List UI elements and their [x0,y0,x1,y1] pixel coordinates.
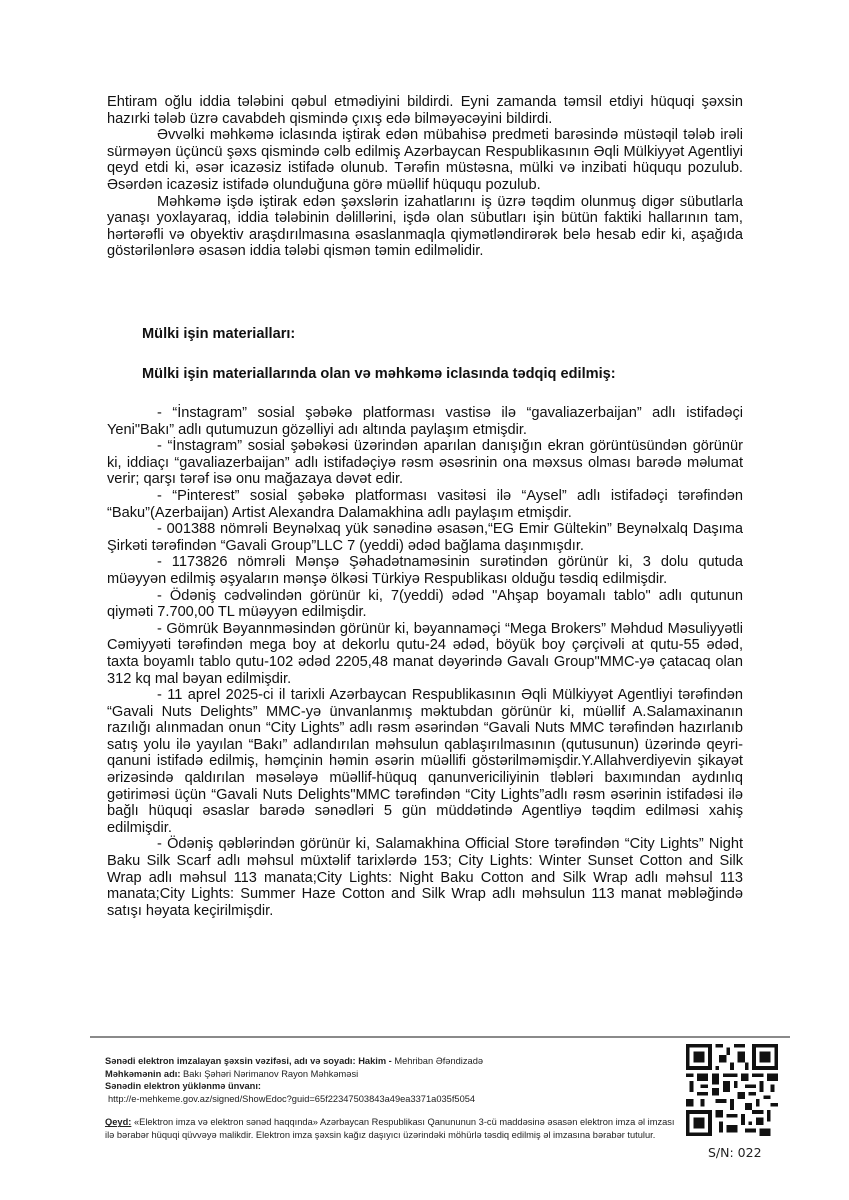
footer-divider [90,1036,790,1038]
signer-name: Mehriban Əfəndizadə [394,1056,484,1066]
legal-note [105,1116,685,1141]
signer-line [105,1055,685,1068]
court-line [105,1068,685,1081]
paragraph: Məhkəmə işdə iştirak edən şəxslərin izahatlarını iş üzrə təqdim olunmuş digər sübutlarla yanaşı yoxlayaraq, iddia tələbinin dəlillərini, işdə olan sübutları işin bütün faktiki hallarının tam, hərtərəfli və obyektiv araşdırılmasına əsaslanmaqla qiymətləndirərək belə hesab edir ki, aşağıda göstərilənlərə əsasən iddia tələbi qismən təmin edilməlidir. [107,193,743,260]
evidence-item: - Ödəniş qəblərindən görünür ki, Salamakhina Official Store tərəfindən “City Lights” Night Baku Silk Scarf adlı məhsul müxtəlif tarixlərdə 153; City Lights: Winter Sunset Cotton and Silk Wrap adlı məhsul 113 manata;City Lights: Night Baku Cotton and Silk Wrap adlı məhsul 113 manata;City Lights: Summer Haze Cotton and Silk Wrap adlı məhsulun 113 manat məbləğində satışı həyata keçirilmişdir. [107,836,743,919]
url-label: Sənədin elektron yüklənmə ünvanı: [105,1081,262,1092]
court-label: Məhkəmənin adı: [105,1068,184,1079]
paragraph: Əvvəlki məhkəmə iclasında iştirak edən mübahisə predmeti barəsində müstəqil tələb irəli sürməyən üçüncü şəxs qismində cəlb edilmiş Azərbaycan Respublikasının Əqli Mülkiyyət Agentliyi qeyd etdi ki, əsər icazəsiz istifadə olunub. Tərəfin müstəsna, mülki və inzibati hüququ pozulub. Əsərdən icazəsiz istifadə olunduğuna görə müəllif hüququ pozulub. [107,127,743,193]
evidence-item: - “İnstagram” sosial şəbəkə platforması vastisə ilə “gavaliazerbaijan” adlı istifadəçi Yeni"Bakı” adlı qutumuzun gözəlliyi adı altında paylaşım etmişdir. [107,405,743,438]
evidence-item: - Gömrük Bəyannməsindən görünür ki, bəyannaməçi “Mega Brokers” Məhdud Məsuliyyətli Cəmiyyəti tərəfindən mega boy at dekorlu qutu-24 ədəd, böyük boy çərçivəli at qutu-55 ədəd, taxta boyamlı tablo qutu-102 ədəd 2205,48 manat dəyərində Gavalı Group"MMC-yə çatacaq olan 312 kq mal bəyan edilmişdir. [107,620,743,687]
e-signature-footer [105,1055,685,1142]
paragraph: Ehtiram oğlu iddia tələbini qəbul etmədiyini bildirdi. Eyni zamanda təmsil etdiyi hüquqi şəxsin hazırki tələb üzrə cavabdeh qismində çıxış edə bilməyəcəyini bildirdi. [107,94,743,127]
serial-number: S/N: 022 [708,1145,762,1160]
evidence-list [107,405,743,919]
note-label: Qeyd: [105,1117,132,1128]
evidence-item: - “İnstagram” sosial şəbəkəsi üzərindən aparılan danışığın ekran görüntüsündən görünür ki, iddiaçı “gavaliazerbaijan” adlı istifadəçiyə rəsm əsəsrinin ona məxsus olması barədə məlumat verir; qarşı tərəf isə onu mağazaya dəvət edir. [107,438,743,488]
court-name: Bakı Şəhəri Nərimanov Rayon Məhkəməsi [183,1068,359,1079]
evidence-item: - 1173826 nömrəli Mənşə Şəhadətnaməsinin surətindən görünür ki, 3 dolu qutuda müəyyən edilmiş əşyaların mənşə ölkəsi Türkiyə Respublikası olduğu təsdiq edilmişdir. [107,554,743,587]
evidence-item: - 11 aprel 2025-ci il tarixli Azərbaycan Respublikasının Əqli Mülkiyyət Agentliyi tərəfindən “Gavali Nuts Delights” MMC-yə ünvanlanmış məktubdan görünür ki, müəllif A.Salamaxinanın razılığı alınmadan onun “City Lights” adlı rəsm əsərindən “Gavali Nuts MMC tərəfindən hazırlanıb satış yolu ilə yayılan “Bakı” adlandırılan məhsulun qablaşırılmasının (qutusunun) üzərində qeyri-qanuni istifadə edilmiş, həmçinin həmin əsərin müəllifi göstərilməmişdir.Y.Allahverdiyevin şikayət ərizəsində qaldırılan məsələyə müəllif-hüquq qanunvericiliyinin tləbləri baxımından aydınlıq gətiriməsi üçün “Gavali Nuts Delights"MMC tərəfindən “City Lights”adlı rəsm əsərinin istifadəsi ilə bağlı hüquqi əsaslar barədə sənədləri 5 gün müddətində Agentliyə təqdim edilməsi xahiş edilmişdir. [107,687,743,836]
signer-label: Sənədi elektron imzalayan şəxsin vəzifəsi, adı və soyadı: Hakim - [105,1056,395,1066]
intro-paragraphs [107,94,743,260]
document-url-link[interactable]: http://e-mehkeme.gov.az/signed/ShowEdoc?guid=65f22347503843a49ea3371a035f5054 [108,1093,476,1104]
evidence-item: - Ödəniş cədvəlindən görünür ki, 7(yeddi) ədəd "Ahşap boyamalı tablo" adlı qutunun qiyməti 7.700,00 TL müəyyən edilmişdir. [107,587,743,621]
evidence-item: - “Pinterest” sosial şəbəkə platforması vasitəsi ilə “Aysel” adlı istifadəçi tərəfindən “Baku”(Azerbaijan) Artist Alexandra Dalamakhina adlı paylaşım etmişdir. [107,487,743,521]
note-text: «Elektron imza və elektron sənəd haqqında» Azərbaycan Respublikası Qanununun 3-cü maddəsinə əsasən elektron imza əl imzası ilə bərabər hüquqi qüvvəyə malikdir. Elektron imza şəxsin kağız daşıyıcı üzərindəki möhürlə təsdiq edilmiş əl imzasına bərabər tutulur. [105,1117,675,1140]
qr-code-icon[interactable] [686,1044,778,1136]
section-heading-examined: Mülki işin materiallarında olan və məhkəmə iclasında tədqiq edilmiş: [142,366,616,382]
evidence-item: - 001388 nömrəli Beynəlxaq yük sənədinə əsasən,“EG Emir Gültekin” Beynəlxalq Daşıma Şirkəti tərəfindən “Gavali Group”LLC 7 (yeddi) ədəd bağlama daşınmışdır. [107,521,743,554]
section-heading-materials: Mülki işin materialları: [142,326,296,342]
